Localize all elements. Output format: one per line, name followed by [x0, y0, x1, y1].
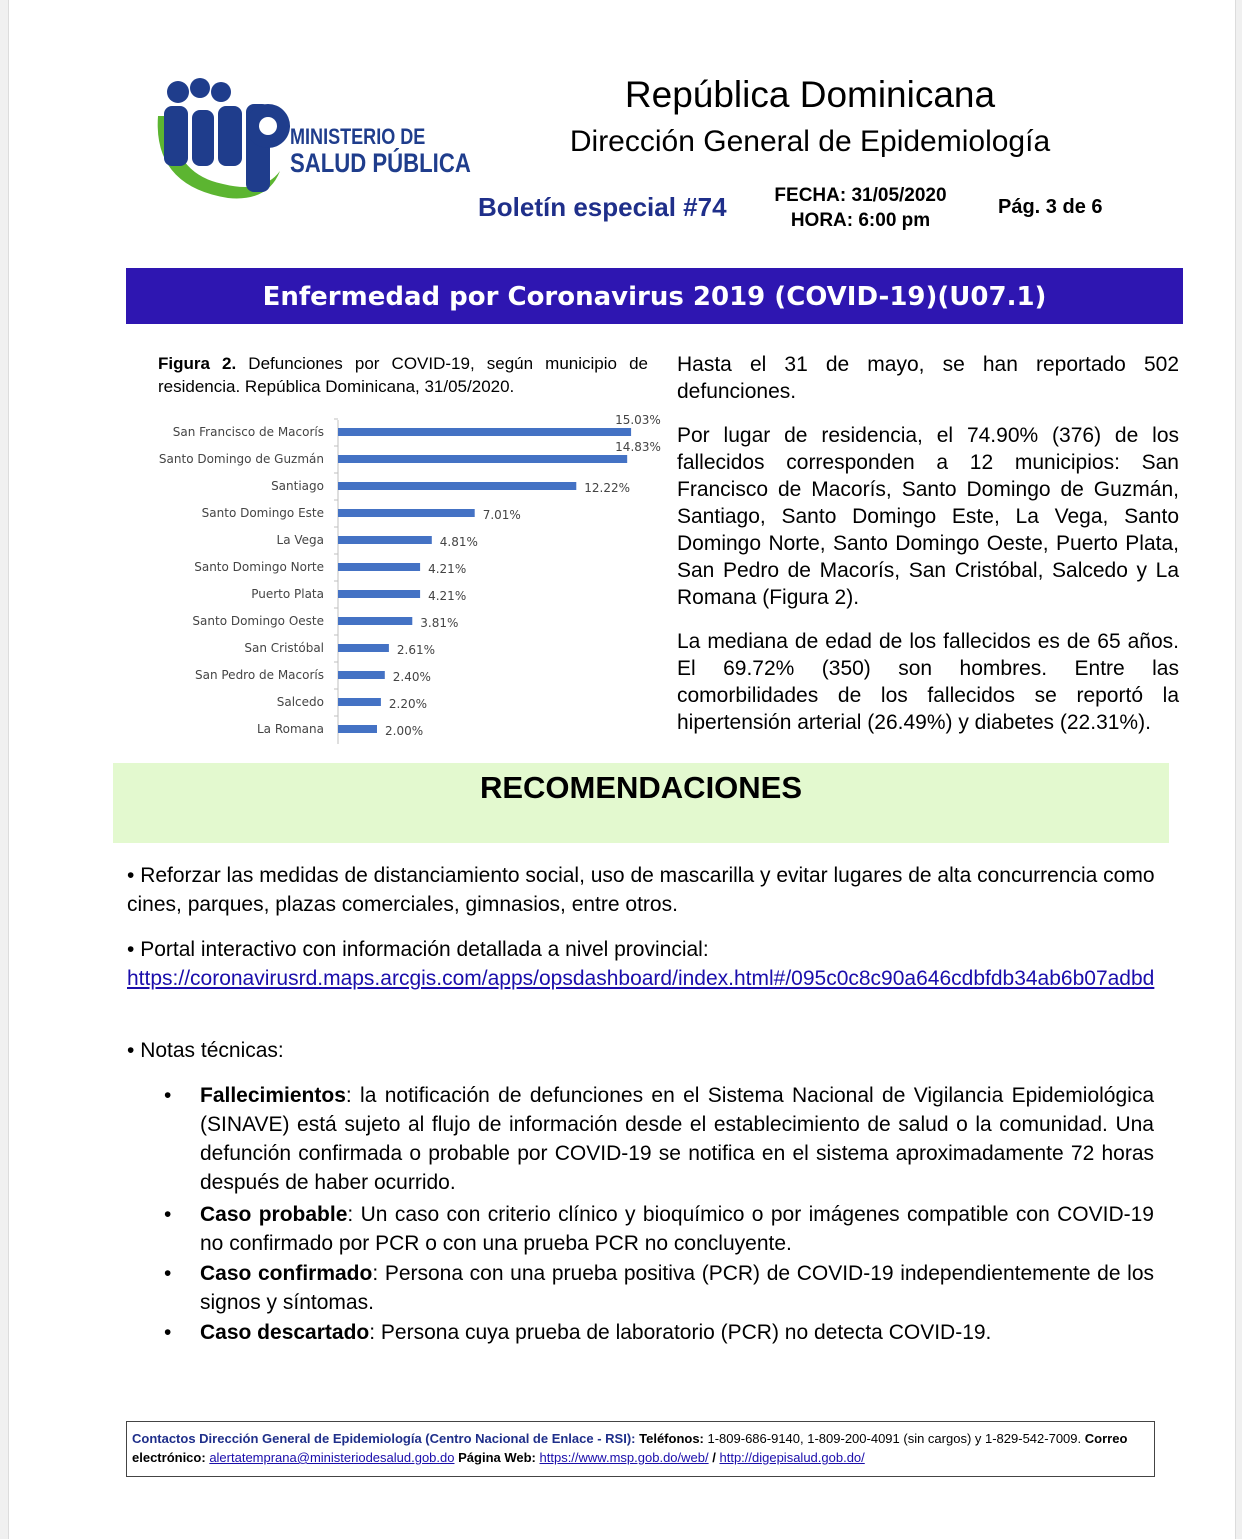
value-label: 15.03% — [615, 413, 661, 427]
figure-caption — [158, 352, 648, 398]
bar — [338, 536, 432, 544]
recommendation-1-text: Reforzar las medidas de distanciamiento social, uso de mascarilla y evitar lugares de alta concurrencia como cines, parques, plazas comerciales, gimnasios, entre otros. — [127, 864, 1155, 916]
category-label: Puerto Plata — [251, 587, 324, 601]
page-number: Pág. 3 de 6 — [998, 196, 1103, 218]
value-label: 12.22% — [584, 481, 631, 495]
bar — [338, 590, 420, 598]
note-term: Fallecimientos — [200, 1084, 346, 1107]
note-text: : Persona cuya prueba de laboratorio (PCR) no detecta COVID-19. — [369, 1321, 992, 1344]
category-label: San Cristóbal — [244, 641, 324, 655]
bar — [338, 455, 627, 463]
category-label: San Pedro de Macorís — [194, 668, 324, 682]
value-label: 4.21% — [428, 562, 467, 576]
value-label: 4.21% — [428, 589, 467, 603]
email-link[interactable]: alertatemprana@ministeriodesalud.gob.do — [209, 1450, 455, 1465]
note-text: : la notificación de defunciones en el Sistema Nacional de Vigilancia Epidemiológica (SINAVE) está sujeto al flujo de información desde el establecimiento de salud o la comunidad. Una defunción confirmada o probable por COVID-19 se notifica en el sistema aproximadamente 72 horas después de haber ocurrido. — [200, 1084, 1154, 1194]
recommendation-3-text: Notas técnicas: — [140, 1039, 284, 1062]
value-label: 2.61% — [396, 643, 436, 657]
web-link-msp[interactable]: https://www.msp.gob.do/web/ — [539, 1450, 709, 1465]
note-term: Caso confirmado — [200, 1262, 373, 1285]
figure-label: Figura 2. — [158, 354, 237, 373]
value-label: 4.81% — [439, 535, 478, 549]
value-label: 14.83% — [615, 440, 661, 454]
footer-contacts — [132, 1429, 1144, 1467]
bar — [338, 428, 631, 436]
country-title: República Dominicana — [624, 74, 996, 115]
bar — [338, 644, 389, 652]
phones: 1-809-686-9140, 1-809-200-4091 (sin cargos) y 1-829-542-7009. — [703, 1431, 1082, 1446]
note-term: Caso probable — [200, 1203, 348, 1226]
link-separator: / — [712, 1450, 716, 1465]
category-label: San Francisco de Macorís — [172, 425, 324, 439]
date-time — [758, 183, 963, 233]
recommendation-1 — [127, 861, 1167, 919]
note-fallecimientos — [160, 1081, 1154, 1197]
category-label: Santo Domingo de Guzmán — [158, 452, 324, 466]
bar-chart — [150, 410, 680, 745]
recommendation-2 — [127, 935, 1167, 993]
note-text: : Un caso con criterio clínico y bioquímico o por imágenes compatible con COVID-19 no confirmado por PCR o con una prueba PCR no concluyente. — [200, 1203, 1154, 1255]
bar — [338, 725, 377, 733]
bar — [338, 698, 381, 706]
logo-line2: SALUD PÚBLICA — [290, 148, 471, 178]
bullet: • — [127, 938, 135, 961]
recommendation-2-text: Portal interactivo con información detallada a nivel provincial: — [140, 938, 709, 961]
value-label: 3.81% — [420, 616, 459, 630]
note-caso-confirmado — [160, 1259, 1154, 1317]
bar — [338, 563, 420, 571]
bar — [338, 482, 576, 490]
bullet: • — [164, 1084, 172, 1107]
value-label: 2.00% — [385, 724, 424, 738]
category-label: Santiago — [271, 479, 324, 493]
bullet: • — [164, 1321, 172, 1344]
bullet: • — [164, 1203, 172, 1226]
category-label: Santo Domingo Oeste — [192, 614, 324, 628]
bulletin-number: Boletín especial #74 — [478, 192, 727, 222]
bar — [338, 671, 385, 679]
note-term: Caso descartado — [200, 1321, 370, 1344]
phones-label: Teléfonos: — [639, 1431, 704, 1446]
logo-text — [290, 124, 471, 176]
category-label: Santo Domingo Este — [201, 506, 324, 520]
category-label: La Vega — [276, 533, 324, 547]
recommendations-title: RECOMENDACIONES — [479, 770, 803, 805]
email-label: Correo electrónico: — [132, 1431, 1128, 1465]
value-label: 2.40% — [392, 670, 431, 684]
bullet: • — [164, 1262, 172, 1285]
value-label: 7.01% — [482, 508, 521, 522]
time: HORA: 6:00 pm — [790, 210, 931, 231]
category-label: Salcedo — [276, 695, 324, 709]
logo-line1: MINISTERIO DE — [290, 124, 426, 149]
date: FECHA: 31/05/2020 — [774, 185, 947, 206]
bullet: • — [127, 1039, 135, 1062]
web-label: Página Web: — [458, 1450, 536, 1465]
text-paragraph-2: Por lugar de residencia, el 74.90% (376) de los fallecidos corresponden a 12 municipios: San Francisco de Macorís, Santo Domingo de Guzmán, Santiago, Santo Domingo Este, La Vega, Santo Domingo Norte, Santo Domingo Oeste, Puerto Plata, San Pedro de Macorís, San Cristóbal, Salcedo y La Romana (Figura 2). — [677, 424, 1179, 609]
dashboard-link[interactable]: https://coronavirusrd.maps.arcgis.com/apps/opsdashboard/index.html#/095c0c8c90a646cdbfdb34ab6b07adbd — [127, 967, 1155, 990]
section-banner: Enfermedad por Coronavirus 2019 (COVID-19)(U07.1) — [126, 268, 1183, 324]
contacts-label: Contactos Dirección General de Epidemiología (Centro Nacional de Enlace - RSI): — [132, 1431, 636, 1446]
web-link-digepisalud[interactable]: http://digepisalud.gob.do/ — [719, 1450, 865, 1465]
value-label: 2.20% — [388, 697, 428, 711]
note-caso-probable — [160, 1200, 1154, 1258]
bullet: • — [127, 864, 135, 887]
bar — [338, 509, 475, 517]
note-text: : Persona con una prueba positiva (PCR) de COVID-19 independientemente de los signos y síntomas. — [200, 1262, 1154, 1314]
department-title: Dirección General de Epidemiología — [569, 125, 1051, 158]
category-label: Santo Domingo Norte — [194, 560, 324, 574]
text-paragraph-3: La mediana de edad de los fallecidos es de 65 años. El 69.72% (350) son hombres. Entre las comorbilidades de los fallecidos se reportó la hipertensión arterial (26.49%) y diabetes (22.31%). — [677, 630, 1179, 734]
bar — [338, 617, 412, 625]
figure-caption-text: Defunciones por COVID-19, según municipio de residencia. República Dominicana, 31/05/2020. — [158, 354, 648, 396]
text-paragraph-1: Hasta el 31 de mayo, se han reportado 502 defunciones. — [677, 353, 1179, 403]
note-caso-descartado — [160, 1318, 1154, 1347]
category-label: La Romana — [257, 722, 324, 736]
recommendation-3 — [127, 1036, 1167, 1065]
